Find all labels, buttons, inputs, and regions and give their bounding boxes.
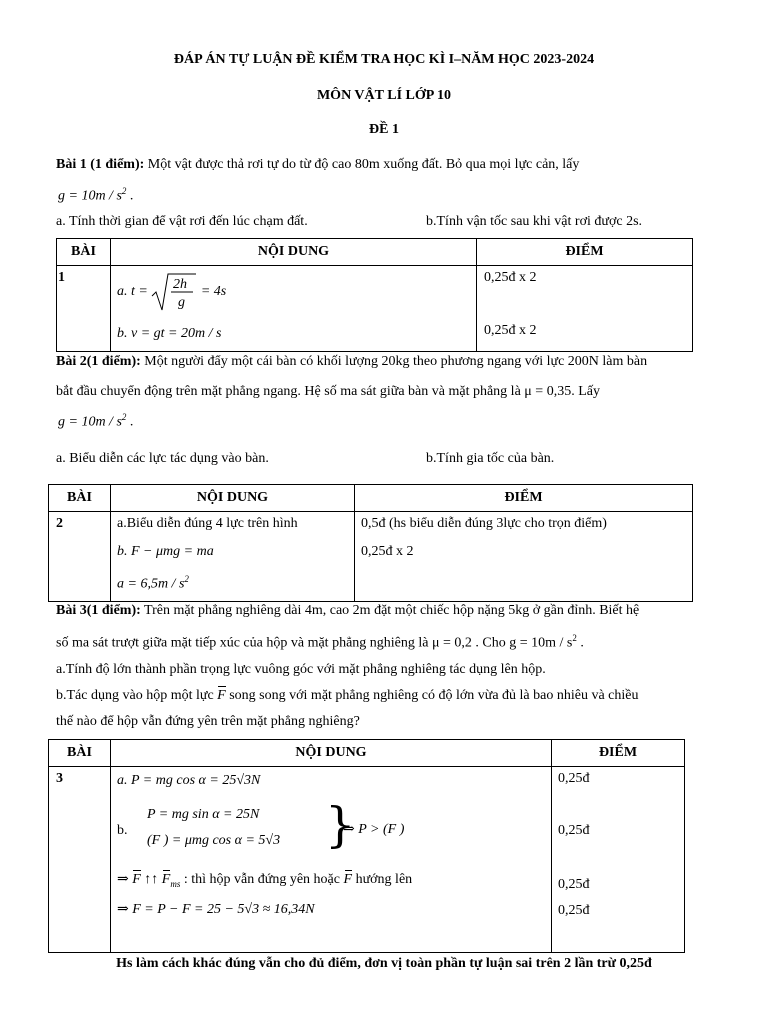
bai2-prompt-line2: bắt đầu chuyển động trên mặt phẳng ngang. Hệ số ma sát giữa bàn và mặt phẳng là μ = 0,35. Lấy [56,384,600,399]
bai2-answer-a: a.Biểu diễn đúng 4 lực trên hình [117,516,298,531]
bai3-text2-exp: 2 [572,633,577,643]
bai3-header-diem: ĐIỂM [552,740,685,767]
doc-title: ĐÁP ÁN TỰ LUẬN ĐỀ KIỂM TRA HỌC KÌ I–NĂM HỌC 2023-2024 [173,52,595,67]
bai2-g-text: g = 10m / s [58,414,122,430]
bai3-points-3: 0,25đ [558,877,590,892]
bai2-answer-c [117,574,189,593]
bai3-prompt-line2 [56,633,584,652]
bai2-c-exp: 2 [184,574,189,584]
bai1-num [57,266,111,352]
bai3-question-b-line1 [56,688,639,704]
bai2-c-text: a = 6,5m / s [117,576,185,592]
bai1-g: $g = 10m / s^2$ . [58,186,134,204]
bai2-table [48,484,693,602]
bai3-label: Bài 3(1 điểm): [56,603,141,618]
right-brace-icon: } [325,797,356,853]
bai3-points-4: 0,25đ [558,903,590,918]
force-vector: F [132,872,141,887]
bai1-label: Bài 1 (1 điểm): [56,157,145,172]
bai3-answer-a: a. P = mg cos α = 25√3N [117,773,261,788]
bai3-c3: hướng lên [352,872,413,887]
bai2-question-a: a. Biểu diễn các lực tác dụng vào bàn. [56,451,269,466]
bai1-text: Một vật được thả rơi tự do từ độ cao 80m xuống đất. Bỏ qua mọi lực cản, lấy [144,157,580,172]
bai1-points-b: 0,25đ x 2 [484,323,537,338]
bai2-label: Bài 2(1 điểm): [56,354,141,369]
bai3-question-b-line2: thế nào để hộp vẫn đứng yên trên mặt phẳng nghiêng? [56,714,360,729]
bai3-num-text: 3 [56,771,63,786]
bai3-content [111,767,552,953]
parallel-arrows-icon: ↑↑ [140,872,162,887]
bai3-qb2: song song với mặt phẳng nghiêng có độ lớn vừa đủ là bao nhiêu và chiều [225,688,639,703]
bai3-num [49,767,111,953]
friction-vector: F [161,872,171,887]
bai1-points-a: 0,25đ x 2 [484,270,537,285]
bai1-a-pre: a. t = [117,284,148,300]
bai1-points [477,266,693,352]
bai1-prompt [56,157,579,173]
bai3-header-bai: BÀI [49,740,111,767]
bai3-answer-b2: (F ) = μmg cos α = 5√3 [147,833,281,848]
bai3-points-2: 0,25đ [558,823,590,838]
bai1-a-num: 2h [173,277,188,292]
bai3-points-1: 0,25đ [558,771,590,786]
bai2-text1: Một người đẩy một cái bàn có khối lượng 20kg theo phương ngang với lực 200N làm bàn [140,354,648,369]
bai2-points [355,512,693,602]
bai1-header-noidung: NỘI DUNG [111,239,477,266]
bai1-answer-a [117,272,226,312]
bai2-header-diem: ĐIỂM [355,485,693,512]
bai3-text2: số ma sát trượt giữa mặt tiếp xúc của hộp và mặt phẳng nghiêng là μ = 0,2 . Cho g = 10m / s [56,635,573,651]
bai1-a-post: = 4s [200,284,227,300]
bai2-g: $g = 10m / s^2$ . [58,412,134,430]
bai2-content [111,512,355,602]
bai3-b-label: b. [117,823,128,838]
bai3-prompt-line1 [56,603,639,619]
exam-code: ĐỀ 1 [369,122,399,137]
bai2-header-noidung: NỘI DUNG [111,485,355,512]
bai2-num-text: 2 [56,516,63,531]
bai3-text2-end: . [576,635,584,651]
bai3-answer-c: ⇒ F ↑↑ $F_{ms}$ : thì hộp vẫn đứng yên hoặc F hướng lên [117,872,413,889]
bai3-points [552,767,685,953]
bai2-g-exp: 2 [121,412,127,422]
bai2-points-b: 0,25đ x 2 [361,544,414,559]
bai1-question-b: b.Tính vận tốc sau khi vật rơi được 2s. [426,214,643,229]
bai3-c2: : thì hộp vẫn đứng yên hoặc [180,872,344,887]
subject-title: MÔN VẬT LÍ LỚP 10 [316,88,452,103]
bai3-answer-d: ⇒ F = P − F = 25 − 5√3 ≈ 16,34N [117,902,315,917]
grading-note: Hs làm cách khác đúng vẫn cho đủ điểm, đơn vị toàn phần tự luận sai trên 2 lần trừ 0,25đ [116,956,652,971]
bai3-text1: Trên mặt phẳng nghiêng dài 4m, cao 2m đặt một chiếc hộp nặng 5kg ở gần đỉnh. Biết hệ [140,603,640,618]
bai3-answer-b-right: ⇒ P > (F ) [343,822,405,837]
sqrt-symbol [151,272,197,312]
bai3-header-noidung: NỘI DUNG [111,740,552,767]
bai1-g-exp: 2 [121,186,127,196]
bai1-g-text: g = 10m / s [58,188,122,204]
bai3-answer-b1: P = mg sin α = 25N [147,807,260,822]
bai1-header-bai: BÀI [57,239,111,266]
force-vector: F [217,688,226,703]
bai1-a-den: g [178,295,186,310]
bai1-question-a: a. Tính thời gian để vật rơi đến lúc chạm đất. [56,214,308,229]
bai1-num-text: 1 [58,270,65,285]
bai2-question-b: b.Tính gia tốc của bàn. [426,451,555,466]
bai2-points-a: 0,5đ (hs biểu diễn đúng 3lực cho trọn điểm) [361,516,607,531]
bai2-prompt-line1 [56,354,647,370]
bai1-header-diem: ĐIỂM [477,239,693,266]
bai3-question-a: a.Tính độ lớn thành phần trọng lực vuông góc với mặt phẳng nghiêng tác dụng lên hộp. [56,662,546,677]
bai2-header-bai: BÀI [49,485,111,512]
bai3-table [48,739,685,953]
bai1-answer-b: b. v = gt = 20m / s [117,326,222,341]
bai2-num [49,512,111,602]
bai1-table [56,238,693,352]
bai2-answer-b: b. F − μmg = ma [117,544,214,559]
bai1-content [111,266,477,352]
bai3-c1: ⇒ [117,872,133,887]
force-vector: F [343,872,353,887]
bai3-qb1: b.Tác dụng vào hộp một lực [56,688,218,703]
